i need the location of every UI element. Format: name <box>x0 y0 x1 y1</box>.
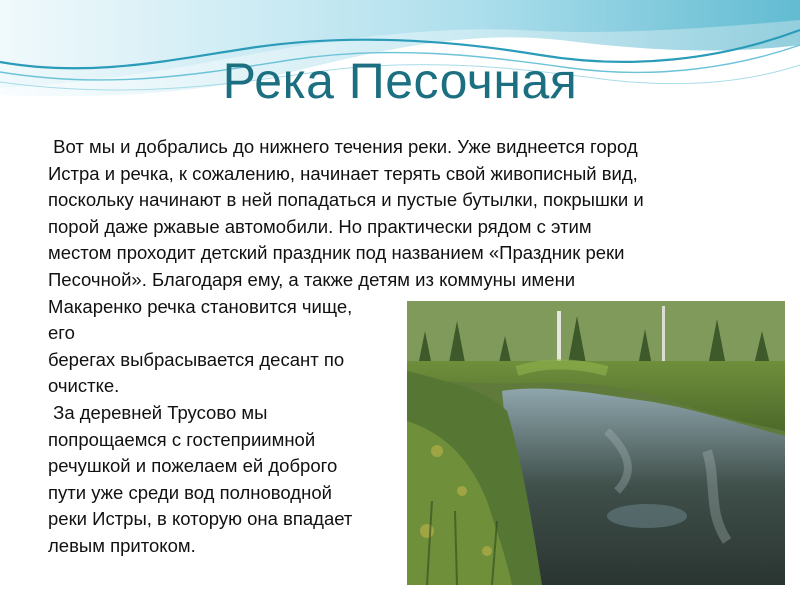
text-line: Вот мы и добрались до нижнего течения реки. Уже виднеется город <box>48 136 638 157</box>
text-line: левым притоком. <box>48 534 196 556</box>
text-line: реки Истры, в которую она впадает <box>48 508 353 530</box>
text-line: Макаренко речка становится чище, <box>48 295 353 317</box>
text-line: местом проходит детский праздник под названием «Праздник реки <box>48 242 625 264</box>
text-line: Песочной». Благодаря ему, а также детям из коммуны имени <box>48 268 576 290</box>
text-line: попрощаемся с гостеприимной <box>48 428 316 450</box>
text-line: Истра и речка, к сожалению, начинает терять свой живописный вид, <box>48 162 638 184</box>
page-title: Река Песочная <box>222 53 578 109</box>
text-line: порой даже ржавые автомобили. Но практически рядом с этим <box>48 215 592 237</box>
text-line: его <box>48 322 75 344</box>
text-line: очистке. <box>48 375 120 397</box>
text-line: речушкой и пожелаем ей доброго <box>48 455 338 477</box>
text-line: пути уже среди вод полноводной <box>48 481 332 503</box>
river-photo <box>407 301 785 585</box>
text-line: поскольку начинают в ней попадаться и пустые бутылки, покрышки и <box>48 189 644 211</box>
text-line: За деревней Трусово мы <box>48 401 268 423</box>
text-line: берегах выбрасывается десант по <box>48 348 345 370</box>
